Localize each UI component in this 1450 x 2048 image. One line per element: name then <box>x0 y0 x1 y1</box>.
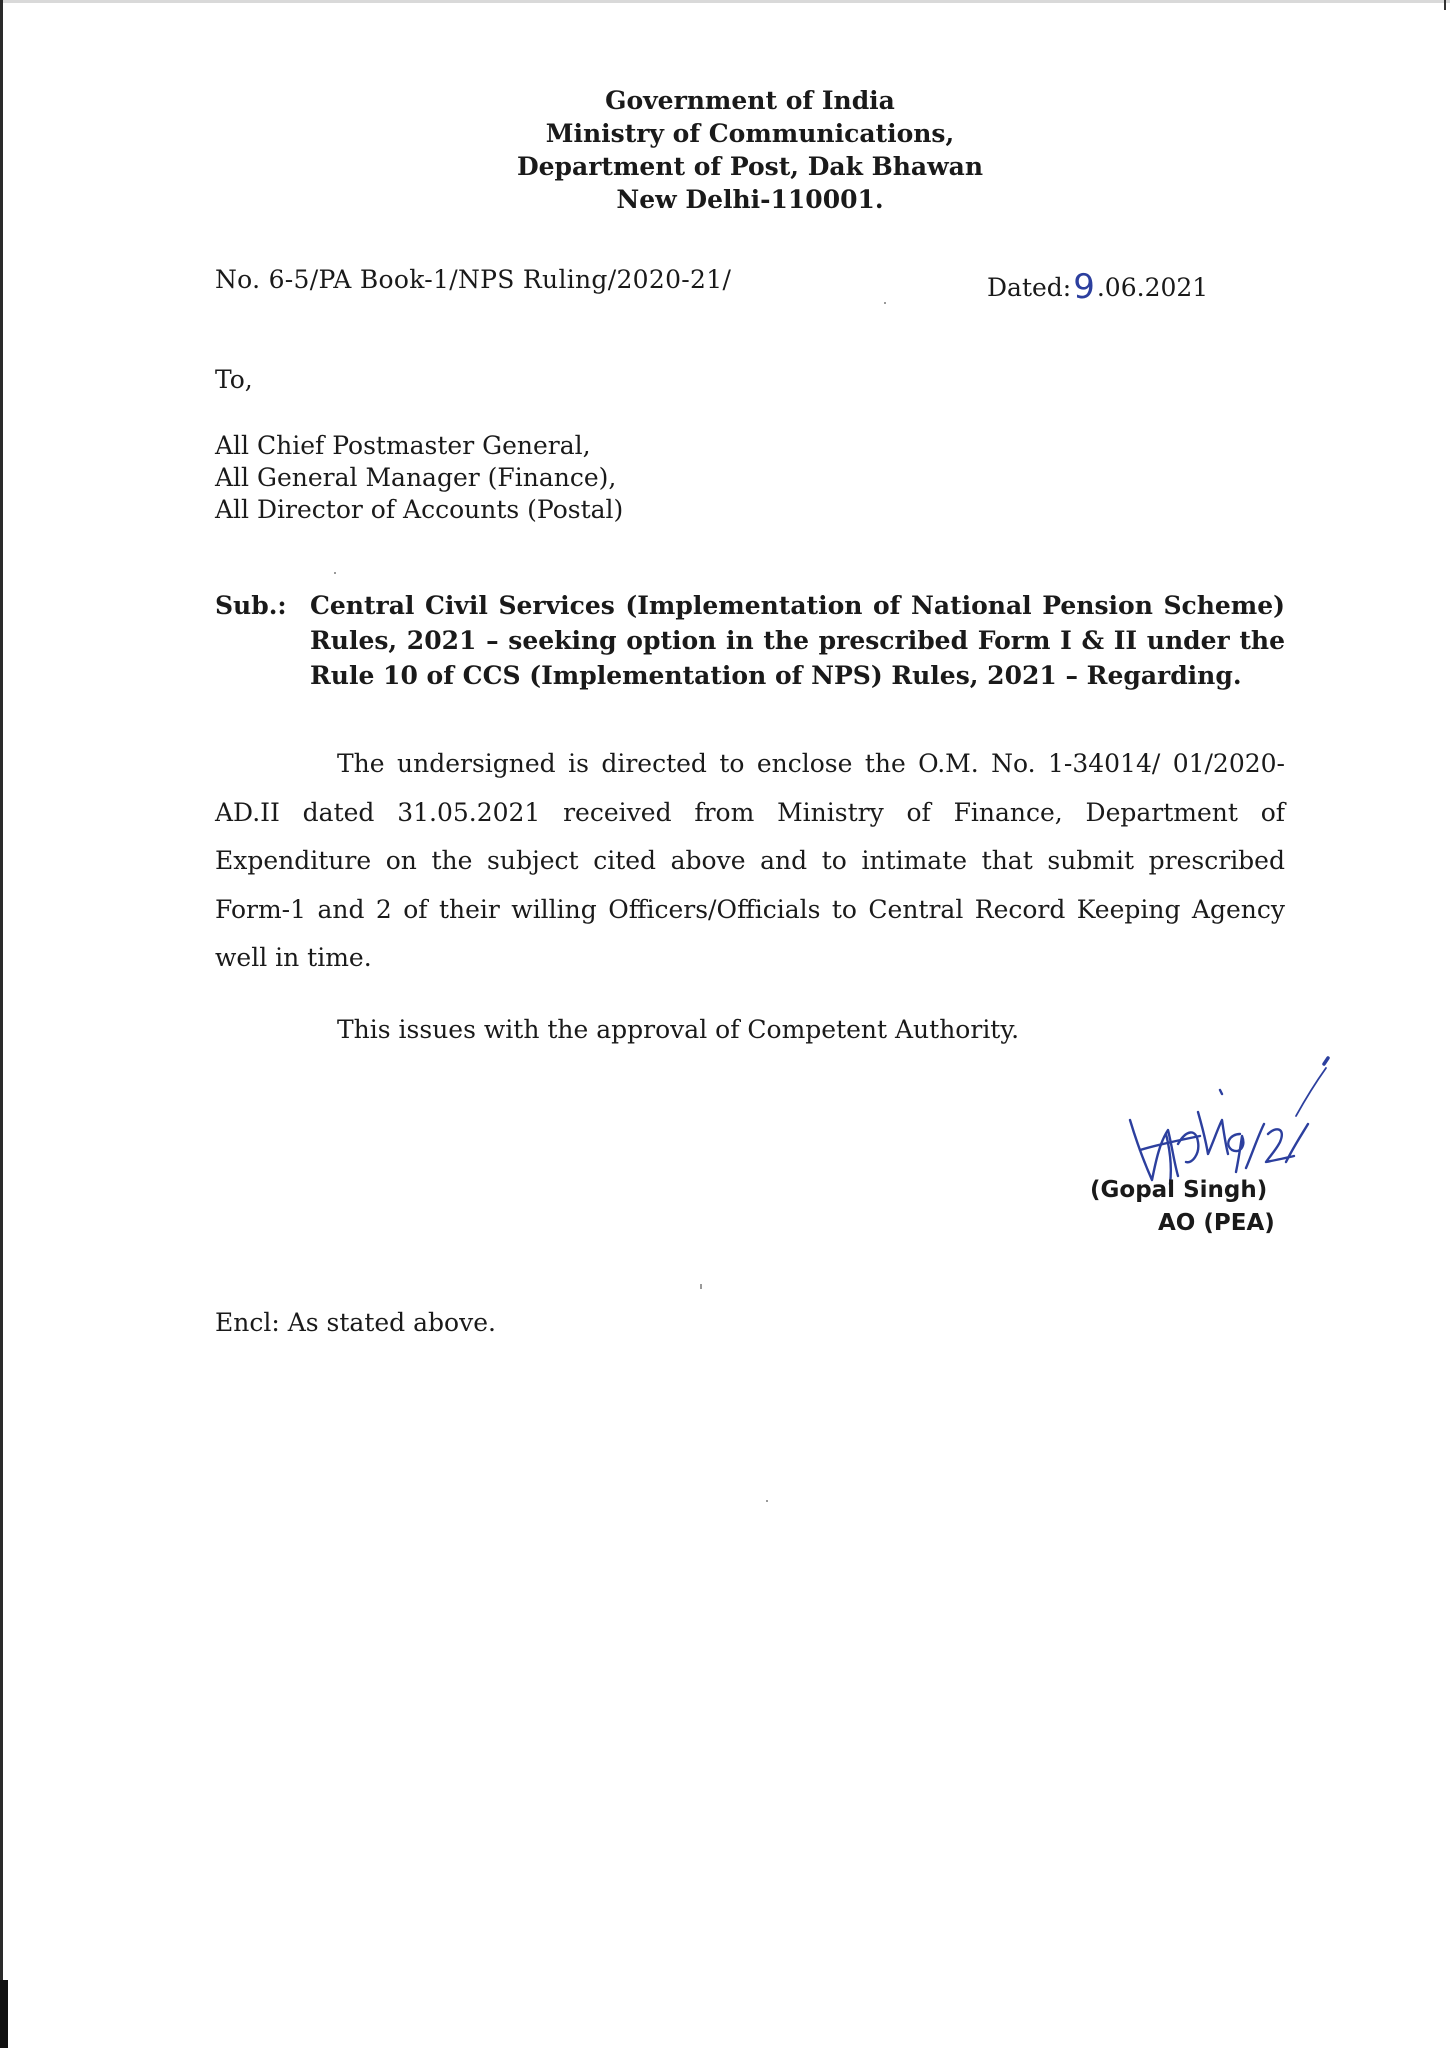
scan-speck <box>334 572 336 574</box>
scan-right-mark <box>1444 0 1446 10</box>
header-line-government: Government of India <box>605 86 895 115</box>
letter-header <box>300 84 1200 216</box>
scan-left-edge <box>0 0 3 2048</box>
scan-speck <box>884 302 886 304</box>
to-label: To, <box>215 365 253 394</box>
reference-row <box>215 265 1230 307</box>
scan-speck <box>766 1500 768 1502</box>
date-line <box>987 265 1208 305</box>
header-line-address: New Delhi-110001. <box>616 185 884 214</box>
header-line-ministry: Ministry of Communications, <box>545 119 955 148</box>
dated-month-year: .06.2021 <box>1096 273 1209 302</box>
scan-corner-mark <box>0 1980 8 2048</box>
approval-line: This issues with the approval of Competent Authority. <box>337 1015 1020 1044</box>
subject-text: Central Civil Services (Implementation of National Pension Scheme) Rules, 2021 – seeking option in the prescribed Form I & II under the Rule 10 of CCS (Implementation of NPS) Rules, 2021 – Regarding. <box>310 591 1285 690</box>
enclosure-note: Encl: As stated above. <box>215 1308 496 1337</box>
dated-label: Dated: <box>987 273 1072 302</box>
subject-label: Sub.: <box>215 591 287 620</box>
addressee-item: All Chief Postmaster General, <box>215 431 591 460</box>
reference-number: No. 6-5/PA Book-1/NPS Ruling/2020-21/ <box>215 265 732 294</box>
header-line-department: Department of Post, Dak Bhawan <box>516 152 984 181</box>
addressee-item: All General Manager (Finance), <box>215 463 617 492</box>
addressee-list <box>215 430 623 526</box>
addressee-item: All Director of Accounts (Postal) <box>215 495 624 524</box>
scan-speck <box>700 1284 702 1289</box>
signatory-designation: AO (PEA) <box>1158 1210 1275 1236</box>
dated-day-handwritten: 9 <box>1073 267 1095 307</box>
signatory-name: (Gopal Singh) <box>1090 1177 1268 1203</box>
scan-top-edge <box>0 0 1450 3</box>
subject-block <box>215 588 1285 693</box>
body-paragraph: The undersigned is directed to enclose the O.M. No. 1-34014/ 01/2020-AD.II dated 31.05.2021 received from Ministry of Finance, Department of Expenditure on the subject cited above and to intimate that submit prescribed Form-1 and 2 of their willing Officers/Officials to Central Record Keeping Agency well in time. <box>215 749 1285 972</box>
